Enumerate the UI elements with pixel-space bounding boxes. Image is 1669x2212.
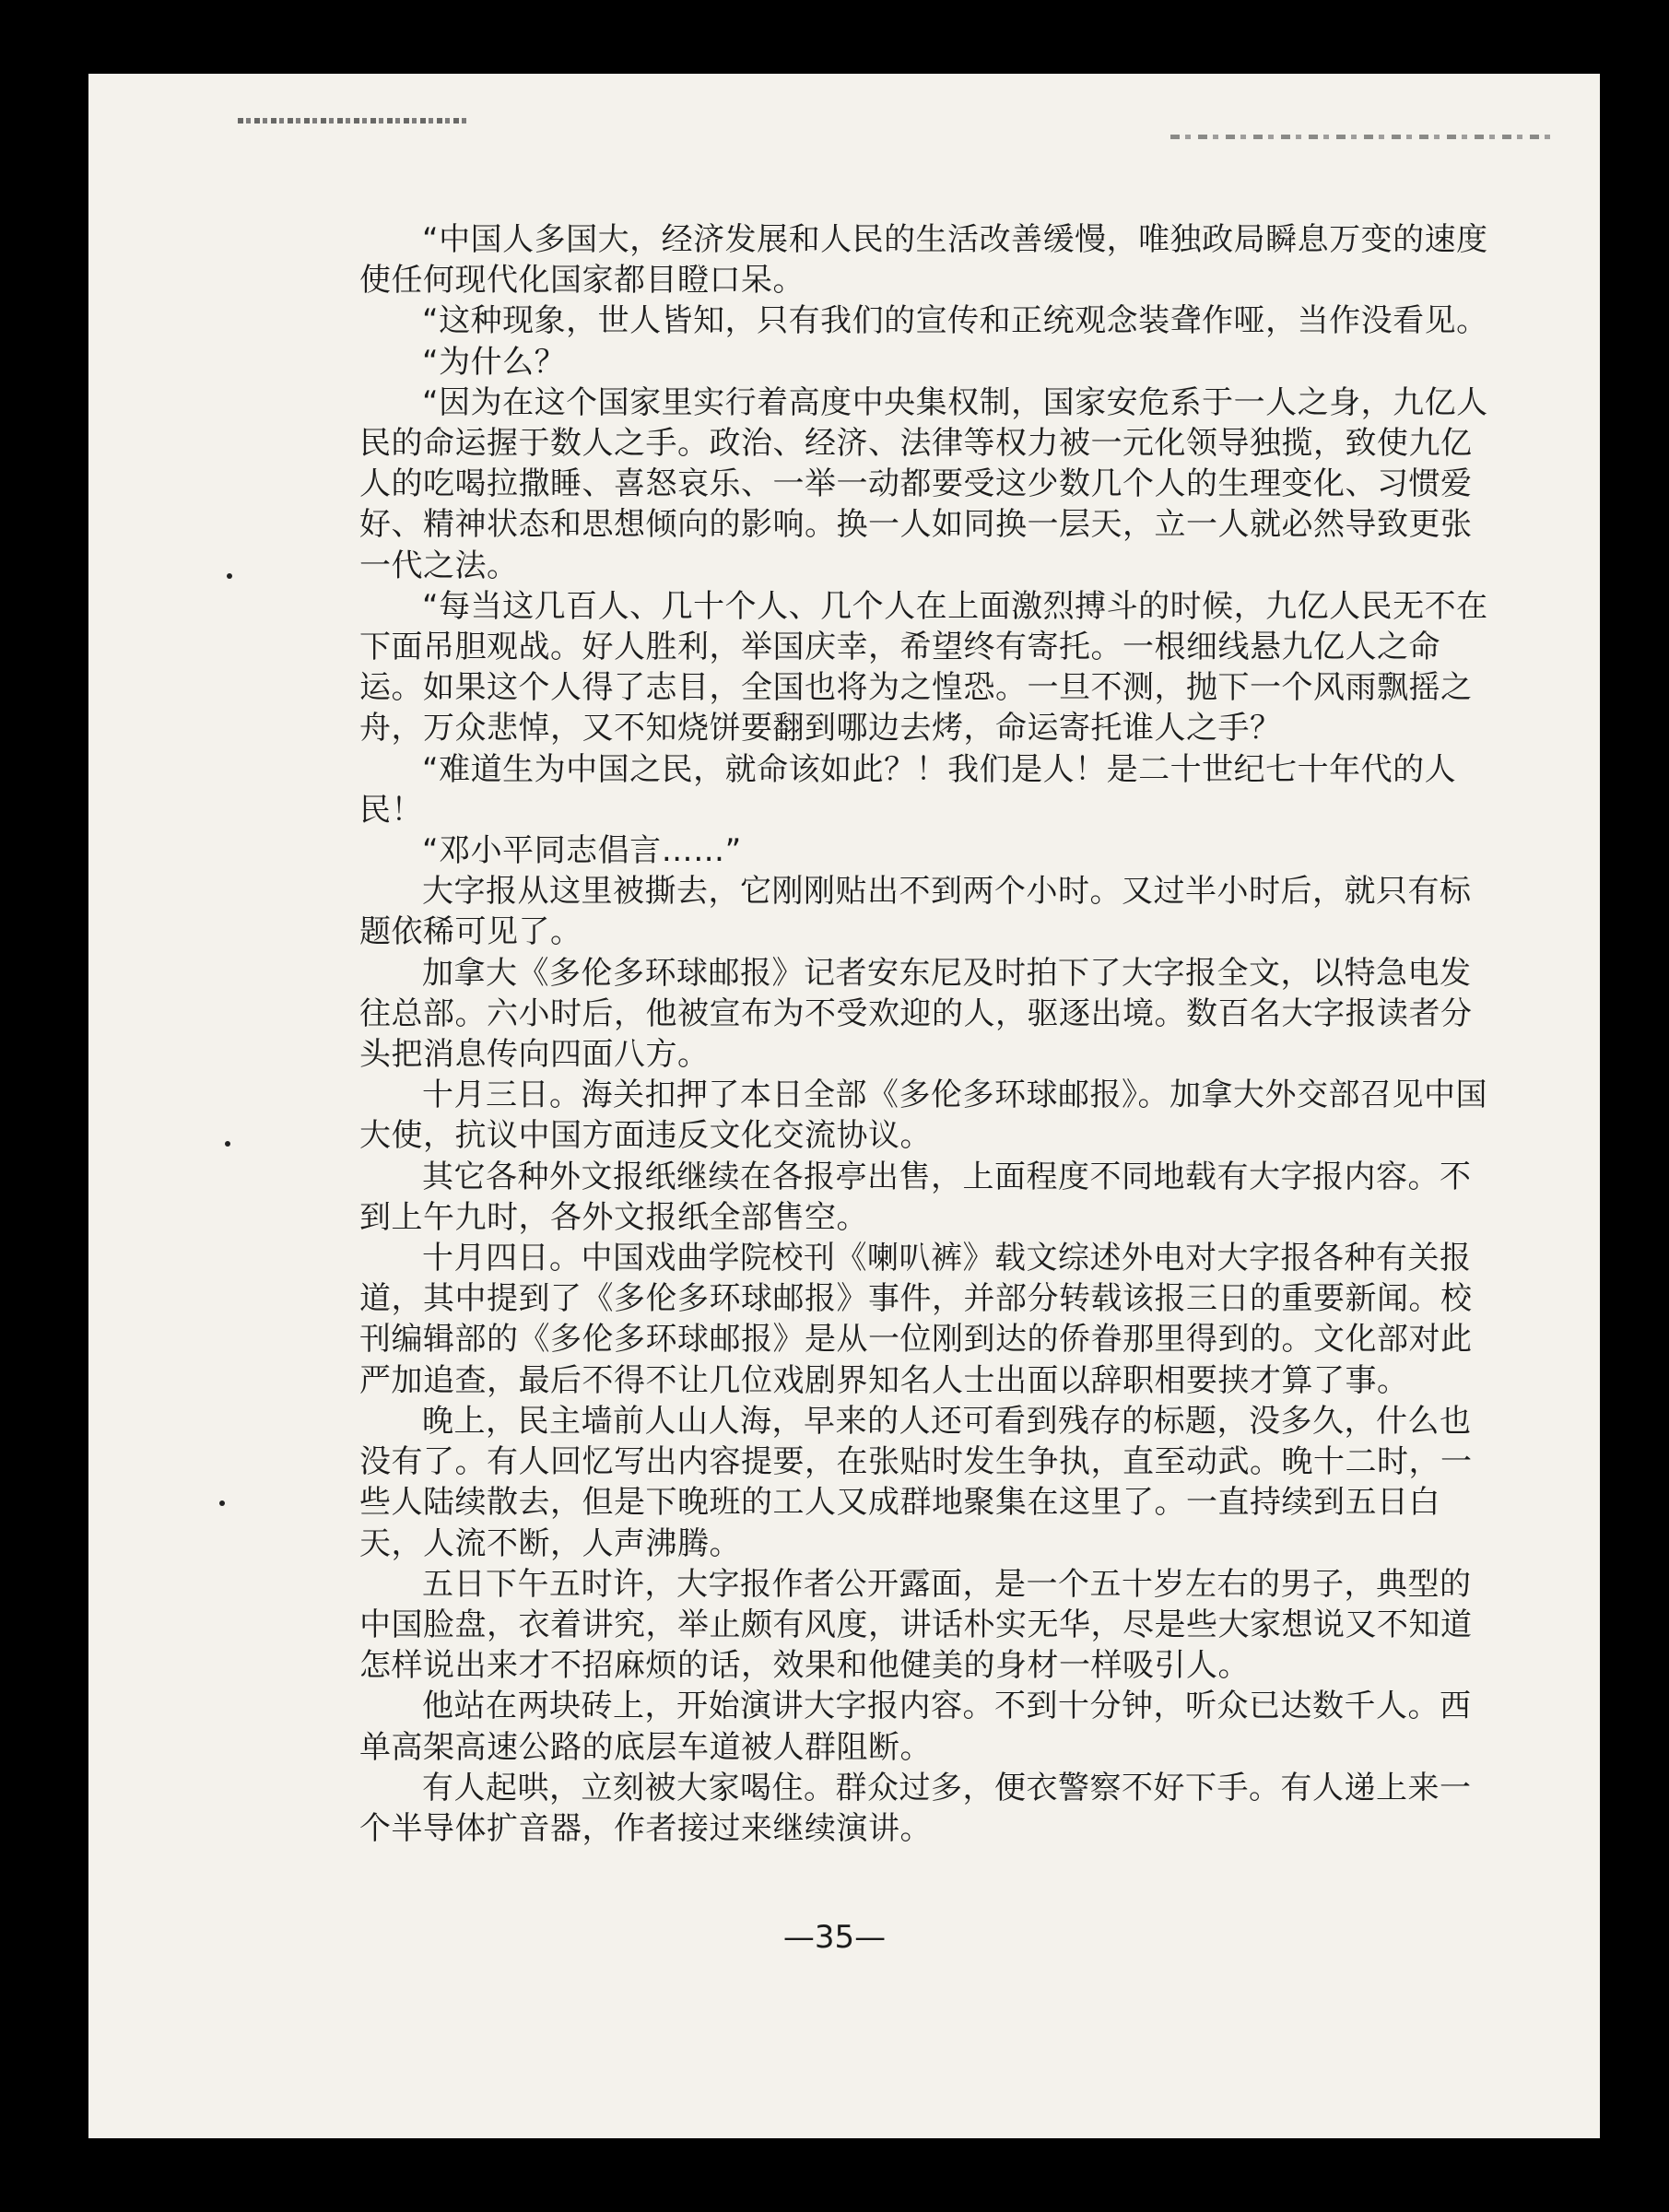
- ink-dot: [219, 1500, 225, 1506]
- paragraph: 五日下午五时许，大字报作者公开露面，是一个五十岁左右的男子，典型的中国脸盘，衣着讲究，举止颇有风度，讲话朴实无华，尽是些大家想说又不知道怎样说出来才不招麻烦的话，效果和他健美的身材一样吸引人。: [359, 1565, 1473, 1685]
- page-number: —35—: [782, 1919, 887, 1956]
- ink-dot: [225, 1141, 230, 1147]
- ink-smudge-top-right: [1170, 135, 1557, 139]
- paragraph: “因为在这个国家里实行着高度中央集权制，国家安危系于一人之身，九亿人民的命运握于数人之手。政治、经济、法律等权力被一元化领导独揽，致使九亿人的吃喝拉撒睡、喜怒哀乐、一举一动都要受这少数几个人的生理变化、习惯爱好、精神状态和思想倾向的影响。换一人如同换一层天，立一人就必然导致更张一代之法。: [359, 383, 1488, 584]
- paragraph: 有人起哄，立刻被大家喝住。群众过多，便衣警察不好下手。有人递上来一个半导体扩音器，作者接过来继续演讲。: [359, 1769, 1472, 1847]
- paragraph: “每当这几百人、几十个人、几个人在上面激烈搏斗的时候，九亿人民无不在下面吊胆观战。好人胜利，举国庆幸，希望终有寄托。一根细线悬九亿人之命运。如果这个人得了志目，全国也将为之惶恐。一旦不测，抛下一个风雨飘摇之舟，万众悲悼，又不知烧饼要翻到哪边去烤，命运寄托谁人之手？: [359, 587, 1488, 747]
- paragraph: 加拿大《多伦多环球邮报》记者安东尼及时拍下了大字报全文，以特急电发往总部。六小时后，他被宣布为不受欢迎的人，驱逐出境。数百名大字报读者分头把消息传向四面八方。: [359, 954, 1473, 1074]
- ink-dot: [227, 573, 232, 579]
- ink-smudge-top-left: [238, 118, 468, 124]
- paragraph: “中国人多国大，经济发展和人民的生活改善缓慢，唯独政局瞬息万变的速度使任何现代化国家都目瞪口呆。: [359, 221, 1488, 300]
- document-body: [359, 219, 1495, 1849]
- paragraph: 大字报从这里被撕去，它刚刚贴出不到两个小时。又过半小时后，就只有标题依稀可见了。: [359, 873, 1472, 951]
- paragraph: “难道生为中国之民，就命该如此？！我们是人！是二十世纪七十年代的人民！: [359, 750, 1457, 829]
- paragraph: 他站在两块砖上，开始演讲大字报内容。不到十分钟，听众已达数千人。西单高架高速公路的底层车道被人群阻断。: [359, 1688, 1472, 1766]
- paragraph: “这种现象，世人皆知，只有我们的宣传和正统观念装聋作哑，当作没看见。: [422, 302, 1488, 340]
- paragraph: 晚上，民主墙前人山人海，早来的人还可看到残存的标题，没多久，什么也没有了。有人回忆写出内容提要，在张贴时发生争执，直至动武。晚十二时，一些人陆续散去，但是下晚班的工人又成群地聚集在这里了。一直持续到五日白天，人流不断，人声沸腾。: [359, 1402, 1473, 1562]
- paragraph: 十月三日。海关扣押了本日全部《多伦多环球邮报》。加拿大外交部召见中国大使，抗议中国方面违反文化交流协议。: [359, 1077, 1487, 1155]
- paragraph: “邓小平同志倡言……”: [422, 832, 742, 870]
- paragraph: 其它各种外文报纸继续在各报亭出售，上面程度不同地载有大字报内容。不到上午九时，各外文报纸全部售空。: [359, 1158, 1472, 1236]
- paragraph: “为什么？: [422, 343, 567, 381]
- paragraph: 十月四日。中国戏曲学院校刊《喇叭裤》载文综述外电对大字报各种有关报道，其中提到了《多伦多环球邮报》事件，并部分转载该报三日的重要新闻。校刊编辑部的《多伦多环球邮报》是从一位刚到达的侨眷那里得到的。文化部对此严加追查，最后不得不让几位戏剧界知名人士出面以辞职相要挟才算了事。: [359, 1240, 1473, 1399]
